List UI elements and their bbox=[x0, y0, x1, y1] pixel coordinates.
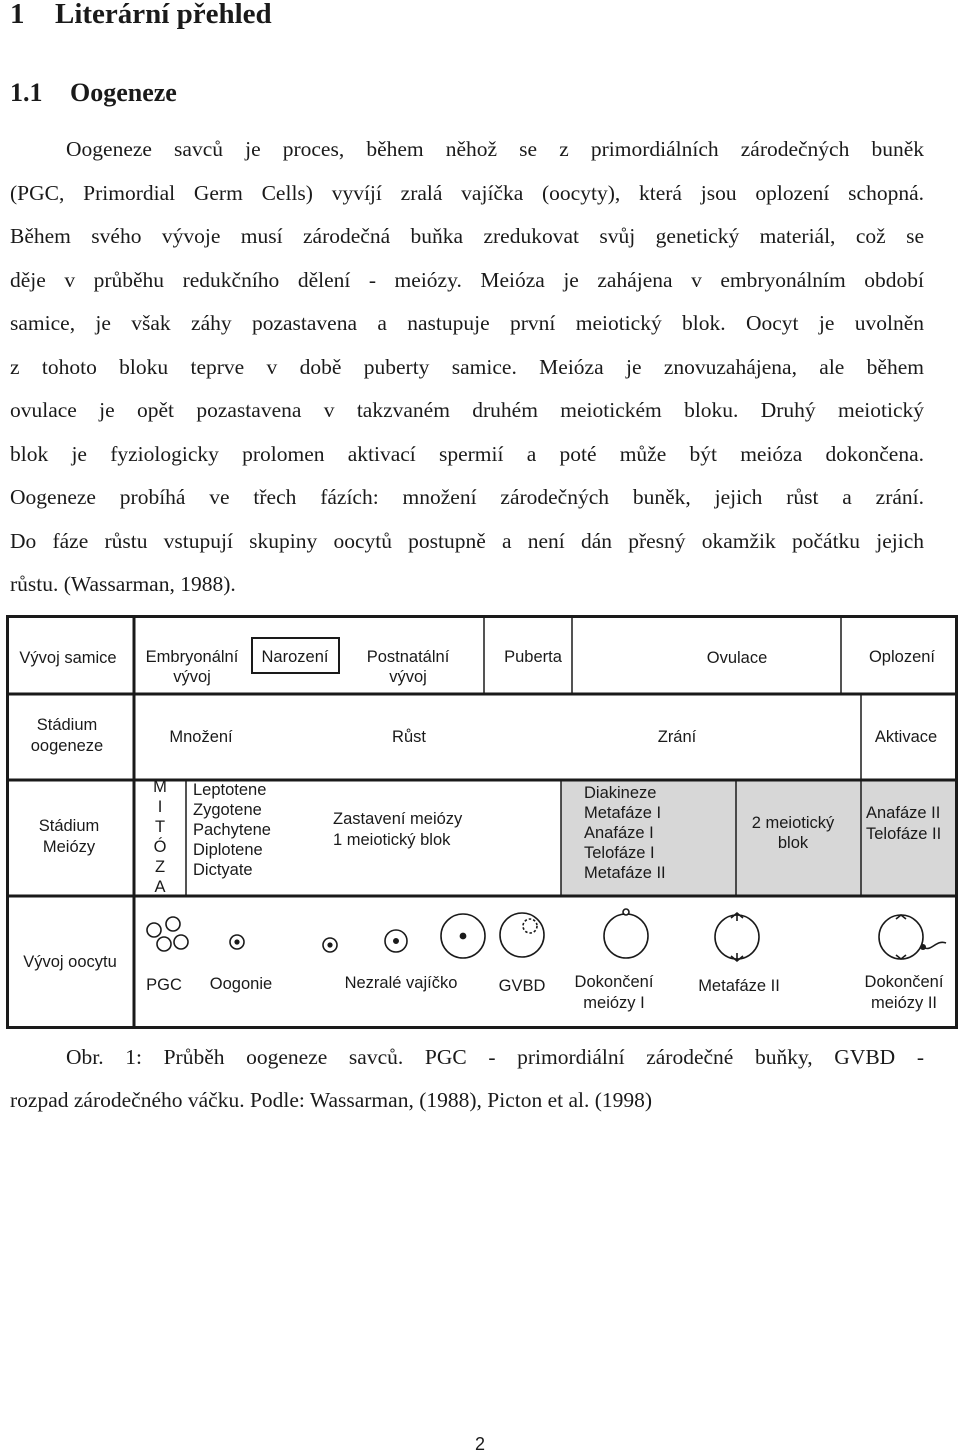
oogonia-label: Oogonie bbox=[209, 975, 273, 993]
postnatal-line1: Postnatální bbox=[366, 648, 450, 666]
mitosis-letter: Z bbox=[154, 858, 166, 876]
paragraph-line: Během svého vývoje musí zárodečná buňka zredukovat svůj genetický materiál, což se bbox=[10, 224, 924, 248]
oogonium-nucleus bbox=[235, 940, 239, 944]
metaphase2-label: Metafáze II bbox=[698, 977, 780, 995]
mitosis-letter: T bbox=[154, 818, 166, 836]
pgc-cell bbox=[157, 937, 171, 951]
arrest-line1: Zastavení meiózy bbox=[333, 810, 463, 828]
paragraph-line: Oogeneze probíhá ve třech fázích: množení zárodečných buněk, jejich růst a zrání. bbox=[10, 485, 924, 509]
paragraph-line: růstu. (Wassarman, 1988). bbox=[10, 572, 236, 596]
page-number: 2 bbox=[474, 1434, 485, 1454]
postnatal-line2: vývoj bbox=[389, 668, 427, 686]
oogenesis-figure bbox=[6, 615, 958, 1029]
paragraph-line: Oogeneze savců je proces, během něhož se z primordiálních zárodečných buněk bbox=[66, 137, 924, 161]
paragraph-line: děje v průběhu redukčního dělení - meiózy. Meióza je zahájena v embryonálním období bbox=[10, 268, 924, 292]
metaphase2-oocyte bbox=[715, 915, 759, 959]
caption-line: Obr. 1: Průběh oogeneze savců. PGC - primordiální zárodečné buňky, GVBD - bbox=[66, 1045, 924, 1069]
meiosis1-stage: Metafáze I bbox=[584, 804, 662, 822]
polar-body bbox=[623, 909, 629, 915]
oocyte-nucleus bbox=[328, 943, 332, 947]
activation-label: Aktivace bbox=[874, 728, 938, 746]
paragraph-line: samice, je však záhy pozastavena a nastupuje první meiotický blok. Oocyt je uvolněn bbox=[10, 311, 924, 335]
gvbd-label: GVBD bbox=[498, 977, 546, 995]
pgc-cell bbox=[174, 935, 188, 949]
embryonal-line1: Embryonální bbox=[145, 648, 239, 666]
mitosis-letter: I bbox=[157, 798, 163, 816]
section-title: Oogeneze bbox=[70, 78, 177, 107]
puberty-label: Puberta bbox=[504, 648, 562, 666]
chapter-title: Literární přehled bbox=[55, 0, 272, 30]
gvbd-oocyte bbox=[500, 913, 544, 957]
birth-label: Narození bbox=[261, 648, 329, 666]
paragraph-line: blok je fyziologicky prolomen aktivací spermií a poté může být meióza dokončena. bbox=[10, 442, 924, 466]
prophase-stage: Pachytene bbox=[193, 821, 271, 839]
fertilization-label: Oplození bbox=[868, 648, 936, 666]
meiosis1-done-line2: meiózy I bbox=[583, 994, 645, 1012]
prophase-stage: Diplotene bbox=[193, 841, 263, 859]
proliferation-label: Množení bbox=[169, 728, 233, 746]
embryonal-line2: vývoj bbox=[173, 668, 211, 686]
prophase-stage: Dictyate bbox=[193, 861, 253, 879]
prophase-stage: Zygotene bbox=[193, 801, 262, 819]
mitosis-letter: Ó bbox=[153, 838, 167, 856]
meiosis2-stage: Anafáze II bbox=[866, 804, 941, 822]
mitosis-letter: M bbox=[153, 778, 167, 796]
row3-header-line2: Meiózy bbox=[42, 838, 96, 856]
row3-header-line1: Stádium bbox=[38, 817, 100, 835]
meiosis1-stage: Metafáze II bbox=[584, 864, 666, 882]
paragraph-line: Do fáze růstu vstupují skupiny oocytů postupně a není dán přesný okamžik počátku jejich bbox=[10, 529, 924, 553]
paragraph-line: z tohoto bloku teprve v době puberty samice. Meióza je znovuzahájena, ale během bbox=[10, 355, 924, 379]
pgc-cell bbox=[147, 923, 161, 937]
meiosis2-stage: Telofáze II bbox=[866, 825, 942, 843]
oocyte-nucleus bbox=[460, 933, 465, 938]
sperm-head bbox=[920, 944, 926, 950]
row1-header: Vývoj samice bbox=[19, 649, 117, 667]
ovulation-label: Ovulace bbox=[706, 649, 768, 667]
meiosis1-done-line1: Dokončení bbox=[574, 973, 654, 991]
caption-line: rozpad zárodečného váčku. Podle: Wassarman, (1988), Picton et al. (1998) bbox=[10, 1088, 653, 1112]
meiosis2-oocyte bbox=[879, 915, 923, 959]
chapter-heading bbox=[10, 0, 272, 31]
maturation-label: Zrání bbox=[657, 728, 697, 746]
immature-oocyte-label: Nezralé vajíčko bbox=[344, 974, 458, 992]
paragraph-line: ovulace je opět pozastavena v takzvaném druhém meiotickém bloku. Druhý meiotický bbox=[10, 398, 924, 422]
section-number: 1.1 bbox=[10, 78, 43, 107]
mitosis-letter: A bbox=[154, 878, 166, 896]
germinal-vesicle-breakdown bbox=[523, 919, 537, 933]
meiosis2-done-line2: meiózy II bbox=[870, 994, 938, 1012]
pgc-label: PGC bbox=[146, 976, 182, 994]
meiosis1-stage: Diakineze bbox=[584, 784, 657, 802]
meiosis1-oocyte bbox=[604, 914, 648, 958]
row2-header-line1: Stádium bbox=[36, 716, 98, 734]
growth-label: Růst bbox=[392, 728, 426, 746]
meiosis1-stage: Telofáze I bbox=[584, 844, 655, 862]
meiosis2-done-line1: Dokončení bbox=[864, 973, 944, 991]
section-heading bbox=[10, 78, 177, 108]
row2-header-line2: oogeneze bbox=[30, 737, 104, 755]
chapter-number: 1 bbox=[10, 0, 25, 30]
block2-line1: 2 meiotický bbox=[751, 814, 835, 832]
row4-header: Vývoj oocytu bbox=[23, 953, 117, 971]
oocyte-nucleus bbox=[394, 939, 398, 943]
prophase-stage: Leptotene bbox=[193, 781, 267, 799]
meiosis1-stage: Anafáze I bbox=[584, 824, 654, 842]
paragraph-line: (PGC, Primordial Germ Cells) vyvíjí zralá vajíčka (oocyty), která jsou oplození schopná. bbox=[10, 181, 924, 205]
pgc-cell bbox=[166, 917, 180, 931]
arrest-line2: 1 meiotický blok bbox=[333, 831, 451, 849]
block2-line2: blok bbox=[777, 834, 809, 852]
